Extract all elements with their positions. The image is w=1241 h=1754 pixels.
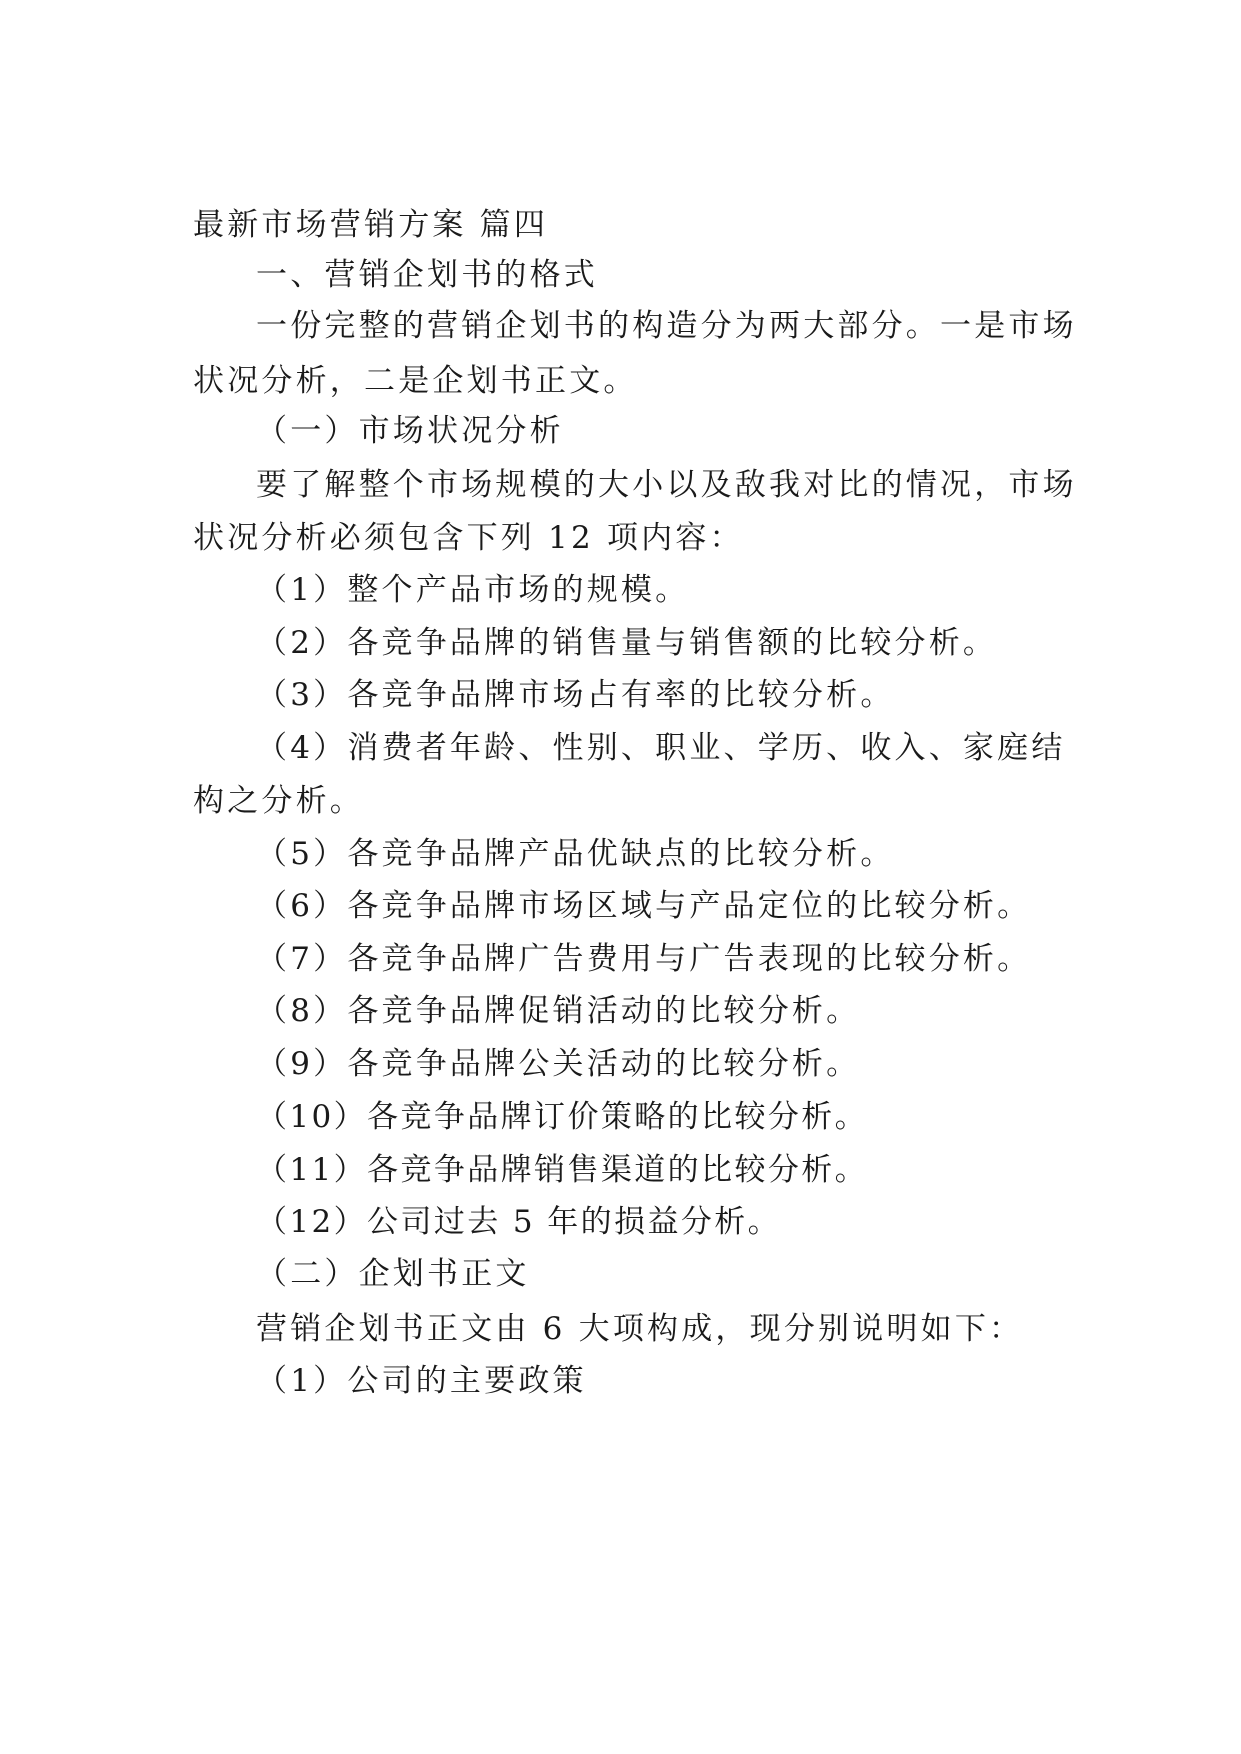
- subsection-paragraph-line: 营销企划书正文由 6 大项构成，现分别说明如下：: [256, 1311, 1024, 1347]
- list-item: （3）各竞争品牌市场占有率的比较分析。: [256, 677, 895, 713]
- list-item: （1）整个产品市场的规模。: [256, 572, 690, 608]
- list-item-continuation: 构之分析。: [193, 783, 364, 819]
- list-item: （2）各竞争品牌的销售量与销售额的比较分析。: [256, 625, 998, 661]
- document-title: 最新市场营销方案 篇四: [193, 207, 549, 243]
- intro-paragraph-line: 一份完整的营销企划书的构造分为两大部分。一是市场: [256, 308, 1077, 344]
- list-item: （9）各竞争品牌公关活动的比较分析。: [256, 1046, 861, 1082]
- list-item: （4）消费者年龄、性别、职业、学历、收入、家庭结: [256, 730, 1066, 766]
- subsection-paragraph-line: 状况分析必须包含下列 12 项内容：: [193, 520, 744, 556]
- section-heading: 一、营销企划书的格式: [256, 257, 598, 293]
- intro-paragraph-line: 状况分析，二是企划书正文。: [193, 363, 638, 399]
- subsection-heading: （一）市场状况分析: [256, 413, 564, 449]
- list-item: （7）各竞争品牌广告费用与广告表现的比较分析。: [256, 941, 1032, 977]
- list-item: （11）各竞争品牌销售渠道的比较分析。: [256, 1152, 869, 1188]
- list-item: （6）各竞争品牌市场区域与产品定位的比较分析。: [256, 888, 1032, 924]
- list-item: （10）各竞争品牌订价策略的比较分析。: [256, 1099, 869, 1135]
- list-item: （1）公司的主要政策: [256, 1363, 587, 1399]
- subsection-paragraph-line: 要了解整个市场规模的大小以及敌我对比的情况，市场: [256, 467, 1077, 503]
- subsection-heading: （二）企划书正文: [256, 1256, 530, 1292]
- list-item: （12）公司过去 5 年的损益分析。: [256, 1204, 782, 1240]
- list-item: （8）各竞争品牌促销活动的比较分析。: [256, 993, 861, 1029]
- list-item: （5）各竞争品牌产品优缺点的比较分析。: [256, 836, 895, 872]
